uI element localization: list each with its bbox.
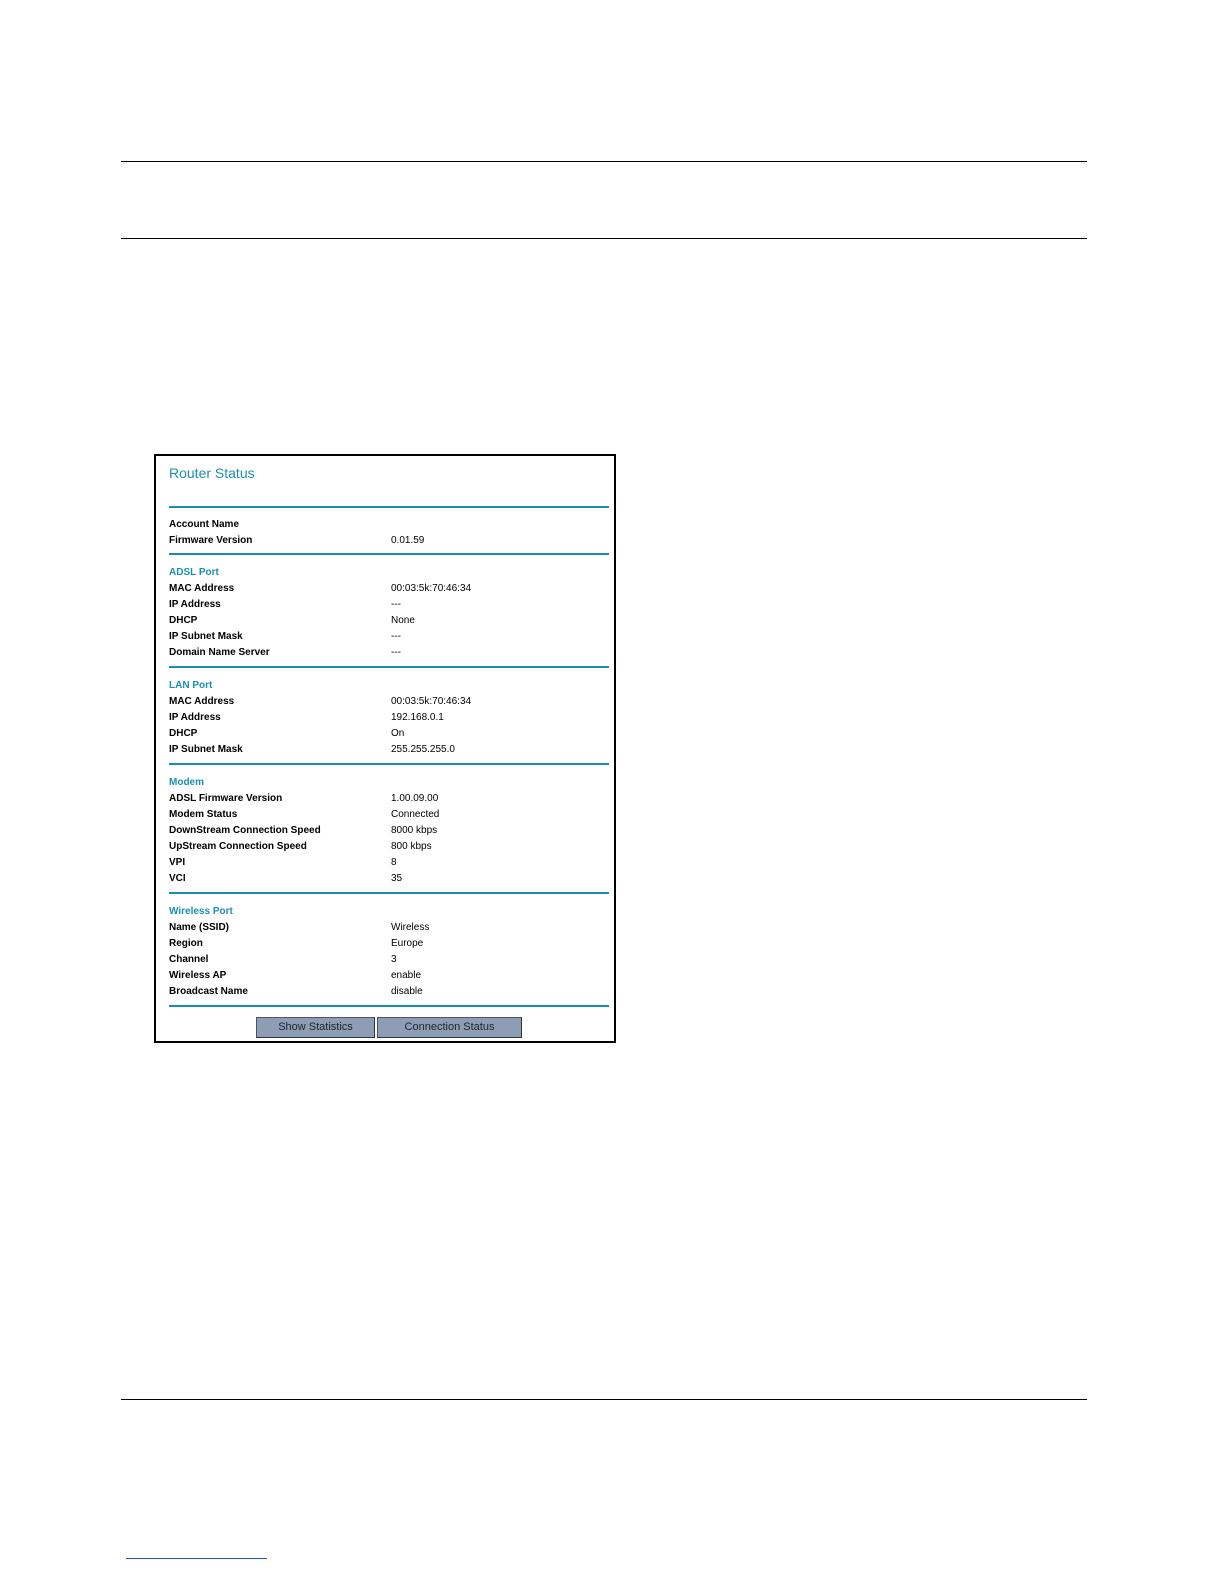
row-label: DownStream Connection Speed: [169, 825, 321, 836]
section-title-wireless-port: Wireless Port: [169, 906, 233, 917]
show-statistics-button[interactable]: Show Statistics: [256, 1017, 375, 1038]
row-label: IP Subnet Mask: [169, 744, 243, 755]
info-row: [169, 920, 609, 936]
section-title-modem: Modem: [169, 777, 204, 788]
row-label: DHCP: [169, 615, 198, 626]
row-value: 8: [391, 857, 397, 868]
row-value: enable: [391, 970, 422, 981]
row-value: 00:03:5k:70:46:34: [391, 583, 472, 594]
row-value: None: [391, 615, 415, 626]
row-value: ---: [391, 631, 401, 642]
row-label: VPI: [169, 857, 186, 868]
section-title-adsl-port: ADSL Port: [169, 567, 219, 578]
row-value: ---: [391, 647, 401, 658]
info-row: [169, 871, 609, 887]
row-label: Account Name: [169, 519, 240, 530]
row-value: Connected: [391, 809, 440, 820]
row-value: 192.168.0.1: [391, 712, 444, 723]
row-label: Wireless AP: [169, 970, 227, 981]
row-value: Wireless: [391, 922, 430, 933]
section-divider: [169, 1005, 609, 1007]
row-label: MAC Address: [169, 583, 235, 594]
info-row: [169, 839, 609, 855]
row-value: 35: [391, 873, 403, 884]
row-label: Firmware Version: [169, 535, 253, 546]
section-divider: [169, 553, 609, 555]
info-row: [169, 984, 609, 1000]
info-row: [169, 855, 609, 871]
header-rule-top: [121, 161, 1087, 162]
info-row: [169, 613, 609, 629]
row-label: VCI: [169, 873, 186, 884]
row-value: On: [391, 728, 405, 739]
row-label: Region: [169, 938, 203, 949]
connection-status-button[interactable]: Connection Status: [377, 1017, 522, 1038]
row-label: IP Address: [169, 712, 221, 723]
row-label: ADSL Firmware Version: [169, 793, 283, 804]
row-value: 3: [391, 954, 397, 965]
info-row: [169, 807, 609, 823]
header-rule-bottom: [121, 238, 1087, 239]
section-divider: [169, 666, 609, 668]
row-label: Modem Status: [169, 809, 238, 820]
footer-link-underline: [126, 1558, 267, 1559]
row-value: 0.01.59: [391, 535, 425, 546]
router-status-panel: [154, 454, 616, 1043]
row-value: Europe: [391, 938, 424, 949]
row-label: IP Subnet Mask: [169, 631, 243, 642]
row-label: DHCP: [169, 728, 198, 739]
info-row: [169, 968, 609, 984]
section-divider: [169, 506, 609, 508]
info-row: [169, 629, 609, 645]
footer-rule: [121, 1399, 1087, 1400]
info-row: [169, 517, 609, 533]
row-value: 1.00.09.00: [391, 793, 439, 804]
row-value: ---: [391, 599, 401, 610]
info-row: [169, 645, 609, 661]
row-value: 800 kbps: [391, 841, 432, 852]
row-value: 00:03:5k:70:46:34: [391, 696, 472, 707]
info-row: [169, 710, 609, 726]
info-row: [169, 694, 609, 710]
row-label: Broadcast Name: [169, 986, 248, 997]
info-row: [169, 597, 609, 613]
info-row: [169, 791, 609, 807]
panel-title: Router Status: [169, 465, 255, 481]
section-title-lan-port: LAN Port: [169, 680, 213, 691]
info-row: [169, 581, 609, 597]
row-label: MAC Address: [169, 696, 235, 707]
section-divider: [169, 892, 609, 894]
row-label: IP Address: [169, 599, 221, 610]
row-value: disable: [391, 986, 423, 997]
row-label: UpStream Connection Speed: [169, 841, 307, 852]
row-label: Domain Name Server: [169, 647, 270, 658]
info-row: [169, 936, 609, 952]
row-value: 8000 kbps: [391, 825, 438, 836]
row-label: Name (SSID): [169, 922, 230, 933]
section-divider: [169, 763, 609, 765]
info-row: [169, 742, 609, 758]
info-row: [169, 823, 609, 839]
info-row: [169, 533, 609, 549]
row-value: 255.255.255.0: [391, 744, 455, 755]
info-row: [169, 726, 609, 742]
info-row: [169, 952, 609, 968]
row-label: Channel: [169, 954, 209, 965]
